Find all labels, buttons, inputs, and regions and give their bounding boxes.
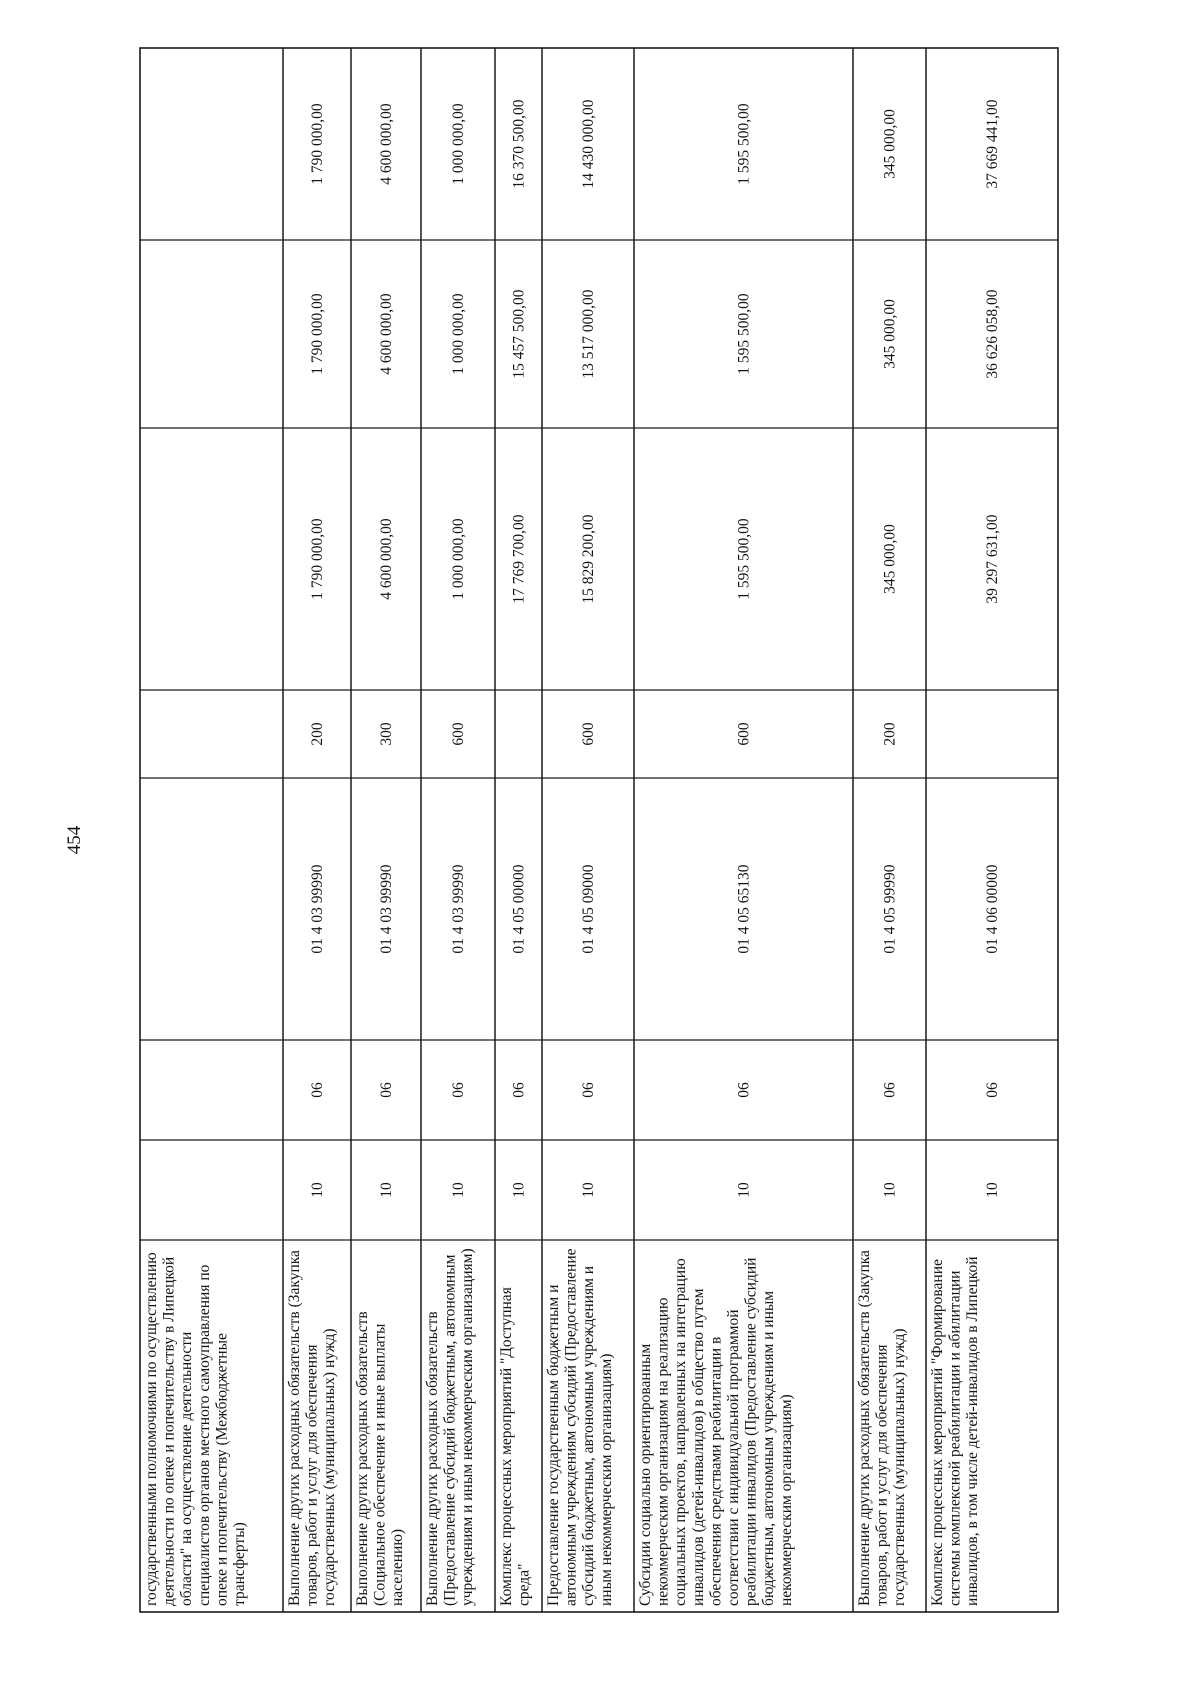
- row-name-line: опеке и попечительству (Межбюджетные: [213, 1333, 231, 1606]
- expense-type: 300: [378, 722, 395, 746]
- amount-year-3: 1 000 000,00: [450, 103, 467, 185]
- subsection-code: 06: [881, 1082, 899, 1098]
- subsection-code: 06: [984, 1082, 1001, 1098]
- row-name-line: бюджетным, автономным учреждениям и иным: [760, 1290, 778, 1606]
- amount-year-3: 16 370 500,00: [510, 99, 528, 189]
- amount-year-3: 345 000,00: [881, 109, 899, 179]
- row-name-line: обеспечения средствами реабилитации в: [707, 1336, 725, 1606]
- amount-year-1: 15 829 200,00: [580, 514, 597, 604]
- amount-year-2: 36 626 058,00: [984, 289, 1001, 379]
- row-name-line: (Социальное обеспечение и иные выплаты: [371, 1323, 389, 1606]
- expense-type: 200: [309, 722, 326, 746]
- section-code: 10: [309, 1182, 326, 1198]
- expense-type: 200: [881, 722, 899, 746]
- section-code: 10: [580, 1182, 597, 1198]
- amount-year-1: 1 000 000,00: [450, 518, 467, 600]
- subsection-code: 06: [510, 1082, 528, 1098]
- row-name-line: иным некоммерческим организациям): [597, 1353, 615, 1606]
- row-name-line: субсидий бюджетным, автономным учреждениям и: [580, 1265, 598, 1606]
- row-name-line: товаров, работ и услуг для обеспечения: [303, 1344, 321, 1606]
- row-name-line: среда": [515, 1563, 533, 1606]
- section-code: 10: [735, 1182, 753, 1198]
- amount-year-1: 39 297 631,00: [984, 514, 1001, 604]
- row-name-line: учреждениям и иным некоммерческим организациям): [459, 1248, 477, 1606]
- amount-year-1: 4 600 000,00: [378, 518, 395, 600]
- target-article: 01 4 03 99990: [309, 864, 326, 954]
- amount-year-1: 1 790 000,00: [309, 518, 326, 600]
- row-name-line: социальных проектов, направленных на интеграцию: [672, 1258, 690, 1606]
- row-name-line: некоммерческим организациям): [777, 1394, 795, 1606]
- amount-year-2: 1 000 000,00: [450, 293, 467, 375]
- row-name-line: (Предоставление субсидий бюджетным, автономным: [441, 1254, 459, 1606]
- row-name-line: Выполнение других расходных обязательств (Закупка: [286, 1250, 303, 1606]
- section-code: 10: [450, 1182, 467, 1198]
- amount-year-2: 1 790 000,00: [309, 293, 326, 375]
- row-name-line: реабилитации инвалидов (Предоставление субсидий: [742, 1257, 760, 1606]
- section-code: 10: [881, 1182, 899, 1198]
- amount-year-1: 17 769 700,00: [510, 514, 528, 604]
- page-number: 454: [64, 825, 85, 855]
- amount-year-3: 37 669 441,00: [984, 99, 1001, 189]
- row-name-line: инвалидов, в том числе детей-инвалидов в Липецкой: [964, 1256, 982, 1606]
- row-name-line: системы комплексной реабилитации и абилитации: [946, 1270, 964, 1606]
- subsection-code: 06: [580, 1082, 597, 1098]
- amount-year-1: 1 595 500,00: [735, 518, 753, 600]
- row-name-line: Комплекс процессных мероприятий "Формирование: [929, 1259, 946, 1606]
- amount-year-2: 13 517 000,00: [580, 289, 597, 379]
- expense-type: 600: [580, 722, 597, 746]
- row-name-line: специалистов органов местного самоуправления по: [195, 1264, 213, 1606]
- target-article: 01 4 05 65130: [735, 864, 753, 954]
- target-article: 01 4 03 99990: [450, 864, 467, 954]
- subsection-code: 06: [378, 1082, 395, 1098]
- amount-year-3: 1 790 000,00: [309, 103, 326, 185]
- row-name-line: Предоставление государственным бюджетным и: [545, 1284, 562, 1606]
- amount-year-3: 1 595 500,00: [735, 103, 753, 185]
- row-name-line: соответствии с индивидуальной программой: [725, 1309, 742, 1606]
- amount-year-3: 14 430 000,00: [580, 99, 597, 189]
- row-name-line: деятельности по опеке и попечительству в Липецкой: [160, 1256, 178, 1606]
- section-code: 10: [984, 1182, 1001, 1198]
- row-name-line: Субсидии социально ориентированным: [637, 1343, 654, 1606]
- target-article: 01 4 05 09000: [580, 864, 597, 954]
- row-name-line: некоммерческим организациям на реализацию: [654, 1297, 672, 1606]
- target-article: 01 4 05 99990: [881, 864, 899, 954]
- row-name-line: области" на осуществление деятельности: [178, 1331, 196, 1606]
- section-code: 10: [510, 1182, 528, 1198]
- row-name-line: Комплекс процессных мероприятий "Доступная: [498, 1287, 515, 1606]
- row-name-line: государственными полномочиями по осуществлению: [143, 1252, 160, 1606]
- row-name-line: государственных (муниципальных) нужд): [891, 1328, 909, 1606]
- amount-year-3: 4 600 000,00: [378, 103, 395, 185]
- target-article: 01 4 06 00000: [984, 864, 1001, 954]
- expense-type: 600: [735, 722, 753, 746]
- target-article: 01 4 05 00000: [510, 864, 528, 954]
- section-code: 10: [378, 1182, 395, 1198]
- row-name-line: Выполнение других расходных обязательств (Закупка: [856, 1250, 873, 1606]
- amount-year-2: 15 457 500,00: [510, 289, 528, 379]
- row-name-line: товаров, работ и услуг для обеспечения: [873, 1344, 891, 1606]
- row-name-line: государственных (муниципальных) нужд): [321, 1328, 339, 1606]
- row-name-line: автономным учреждениям субсидий (Предоставление: [562, 1248, 580, 1606]
- amount-year-1: 345 000,00: [881, 524, 899, 594]
- row-name-line: населению): [389, 1528, 407, 1606]
- row-name-line: инвалидов (детей-инвалидов) в общество путем: [689, 1288, 707, 1606]
- amount-year-2: 4 600 000,00: [378, 293, 395, 375]
- subsection-code: 06: [309, 1082, 326, 1098]
- row-name-line: Выполнение других расходных обязательств: [354, 1311, 371, 1606]
- subsection-code: 06: [735, 1082, 753, 1098]
- amount-year-2: 1 595 500,00: [735, 293, 753, 375]
- amount-year-2: 345 000,00: [881, 299, 899, 369]
- row-name-line: трансферты): [231, 1522, 248, 1606]
- expense-type: 600: [450, 722, 467, 746]
- row-name-line: Выполнение других расходных обязательств: [424, 1311, 441, 1606]
- target-article: 01 4 03 99990: [378, 864, 395, 954]
- subsection-code: 06: [450, 1082, 467, 1098]
